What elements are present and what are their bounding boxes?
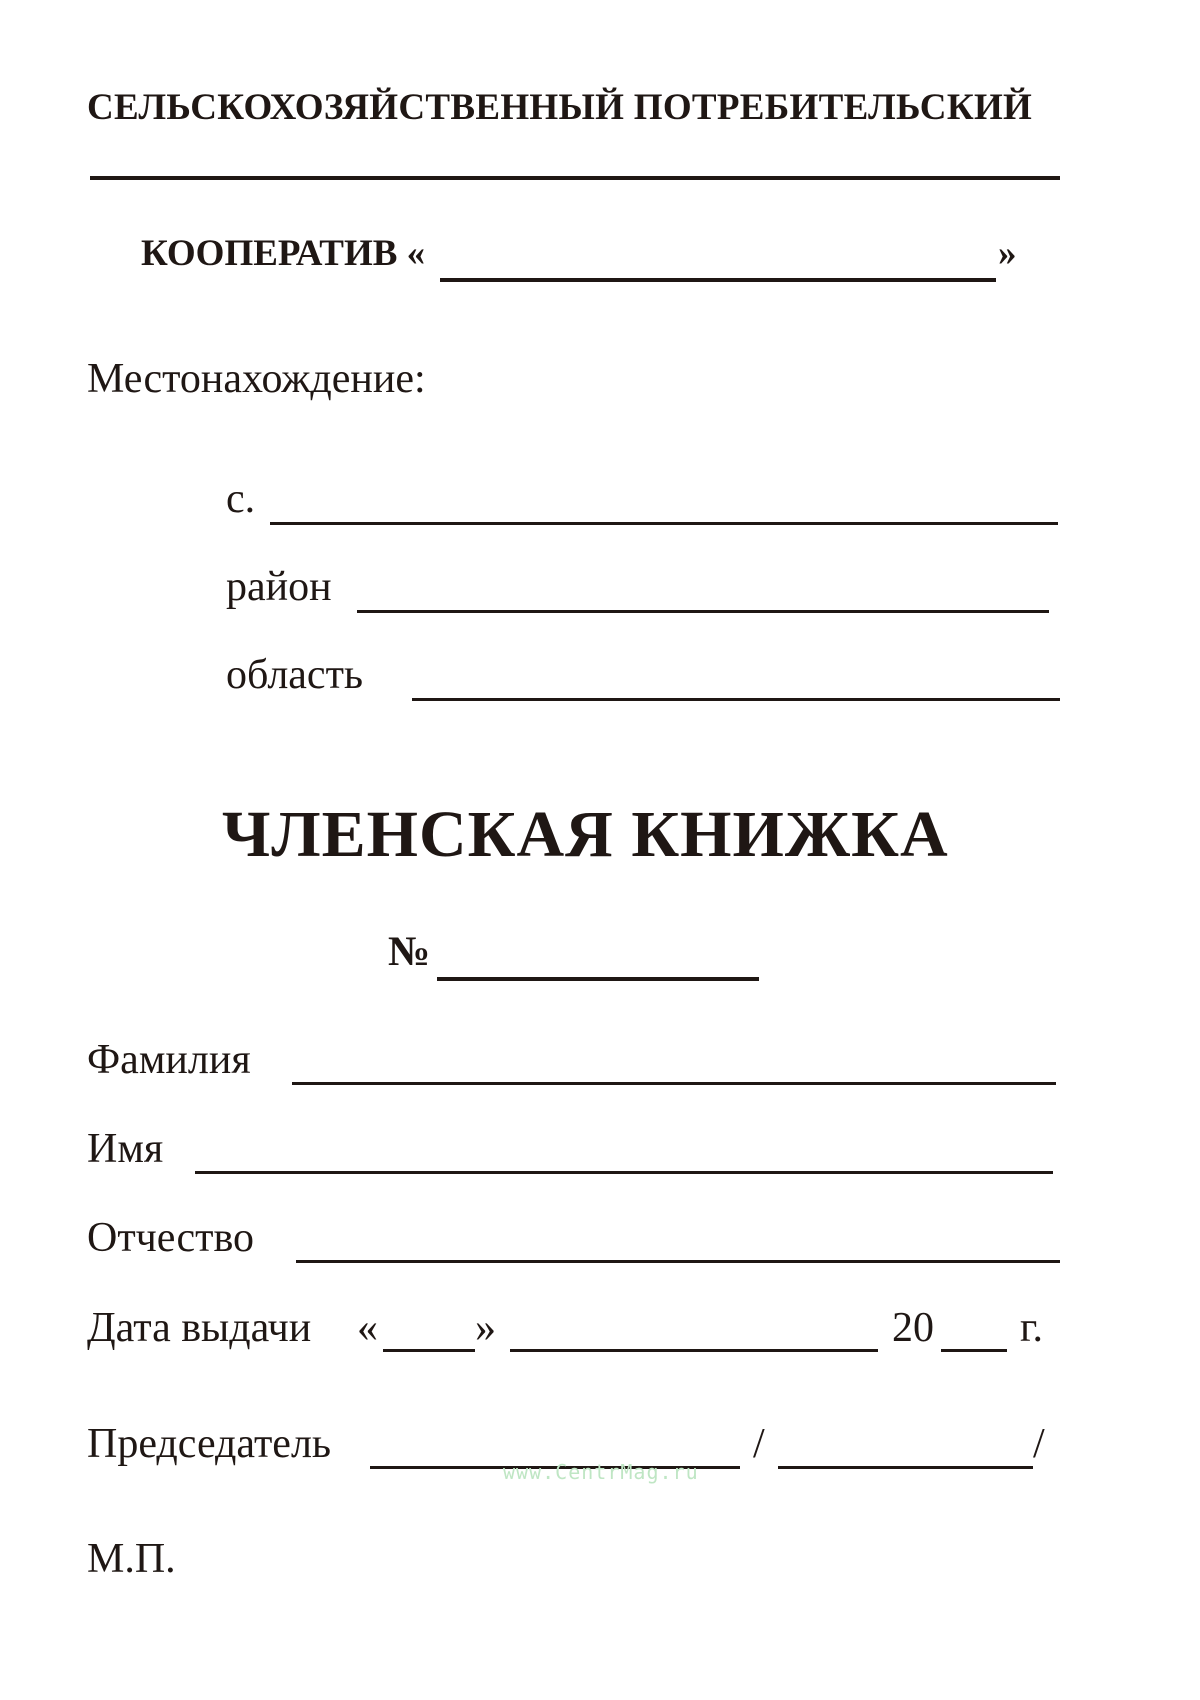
location-title: Местонахождение:: [87, 356, 426, 402]
village-line[interactable]: [270, 522, 1058, 525]
signature-slash-1: /: [753, 1421, 765, 1467]
village-label: с.: [226, 476, 256, 522]
patronymic-line[interactable]: [296, 1260, 1060, 1263]
date-close-quote: »: [475, 1305, 496, 1351]
year-prefix: 20: [892, 1305, 934, 1351]
name-line[interactable]: [195, 1171, 1053, 1174]
name-label: Имя: [87, 1126, 164, 1172]
organization-title: СЕЛЬСКОХОЗЯЙСТВЕННЫЙ ПОТРЕБИТЕЛЬСКИЙ: [87, 87, 1033, 128]
issue-day-line[interactable]: [383, 1349, 475, 1352]
chairman-name-line[interactable]: [778, 1466, 1033, 1469]
issue-date-label: Дата выдачи: [87, 1305, 312, 1351]
cooperative-name-line[interactable]: [440, 278, 996, 282]
district-label: район: [226, 564, 332, 610]
chairman-label: Председатель: [87, 1421, 332, 1467]
date-open-quote: «: [357, 1305, 378, 1351]
number-line[interactable]: [437, 977, 759, 981]
cooperative-close-quote: »: [998, 233, 1017, 274]
surname-line[interactable]: [292, 1082, 1056, 1085]
number-label: №: [388, 929, 431, 975]
cooperative-label: КООПЕРАТИВ «: [141, 233, 426, 274]
region-line[interactable]: [412, 698, 1060, 701]
seal-label: М.П.: [87, 1536, 176, 1582]
issue-month-line[interactable]: [510, 1349, 878, 1352]
signature-slash-2: /: [1033, 1421, 1045, 1467]
organization-name-line[interactable]: [90, 176, 1060, 180]
region-label: область: [226, 652, 364, 698]
watermark-text: www.CentrMag.ru: [503, 1460, 699, 1484]
document-title: ЧЛЕНСКАЯ КНИЖКА: [222, 798, 949, 871]
patronymic-label: Отчество: [87, 1215, 255, 1261]
district-line[interactable]: [357, 610, 1049, 613]
year-suffix: г.: [1020, 1305, 1043, 1351]
issue-year-line[interactable]: [941, 1349, 1007, 1352]
surname-label: Фамилия: [87, 1037, 251, 1083]
